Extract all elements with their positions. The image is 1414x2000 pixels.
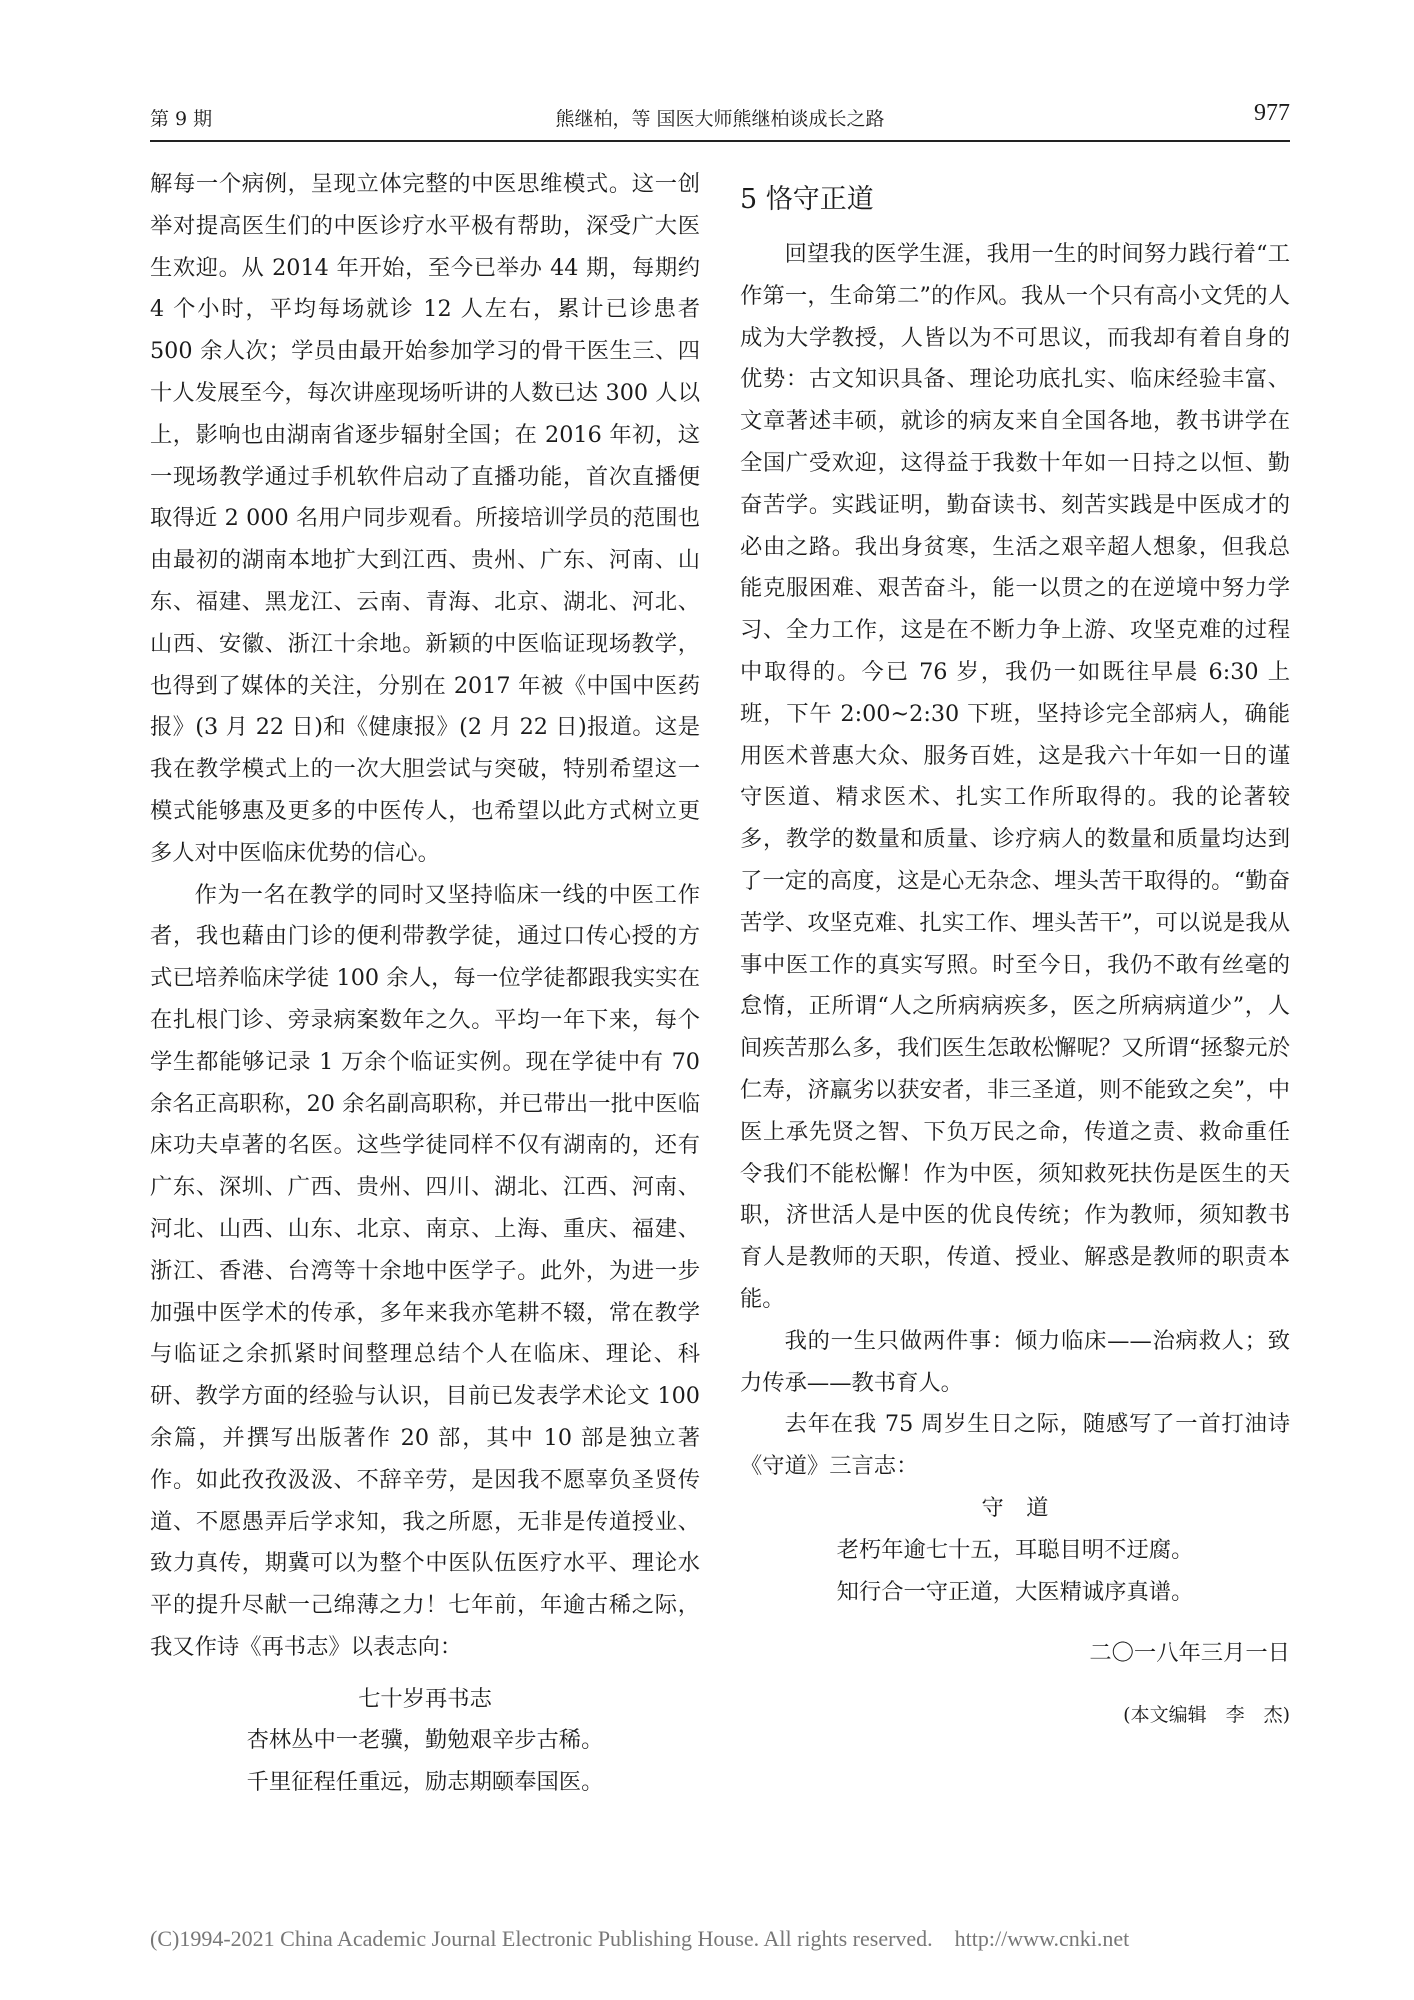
right-paragraph-2: 我的一生只做两件事：倾力临床——治病救人；致力传承——教书育人。: [740, 1327, 1290, 1396]
date-line: 二〇一八年三月一日: [1089, 1640, 1290, 1667]
running-header: [150, 100, 1290, 134]
left-paragraph-2: 作为一名在教学的同时又坚持临床一线的中医工作者，我也藉由门诊的便利带教学徒，通过口传心授的方式已培养临床学徒 100 余人，每一位学徒都跟我实实在在扎根门诊、旁录病案数年之久。平均一年下来，每个学生都能够记录 1 万余个临证实例。现在学徒中有 70 余名正高职称，20 余名副高职称，并已带出一批中医临床功夫卓著的名医。这些学徒同样不仅有湖南的，还有广东、深圳、广西、贵州、四川、湖北、江西、河南、河北、山西、山东、北京、南京、上海、重庆、福建、浙江、香港、台湾等十余地中医学子。此外，为进一步加强中医学术的传承，多年来我亦笔耕不辍，常在教学与临证之余抓紧时间整理总结个人在临床、理论、科研、教学方面的经验与认识，目前已发表学术论文 100 余篇，并撰写出版著作 20 部，其中 10 部是独立著作。如此孜孜汲汲、不辞辛劳，是因我不愿辜负圣贤传道、不愿愚弄后学求知，我之所愿，无非是传道授业、致力真传，期冀可以为整个中医队伍医疗水平、理论水平的提升尽献一己绵薄之力！七年前，年逾古稀之际，我又作诗《再书志》以表志向：: [150, 881, 700, 1660]
section-heading: 5 恪守正道: [740, 184, 874, 215]
copyright-footer: (C)1994-2021 China Academic Journal Electronic Publishing House. All rights reserved. http://www.cnki.net: [150, 1926, 1130, 1951]
left-column: [150, 164, 700, 1804]
right-paragraph-3: 去年在我 75 周岁生日之际，随感写了一首打油诗《守道》三言志：: [740, 1411, 1290, 1480]
left-paragraph-1: 解每一个病例，呈现立体完整的中医思维模式。这一创举对提高医生们的中医诊疗水平极有帮助，深受广大医生欢迎。从 2014 年开始，至今已举办 44 期，每期约 4 个小时，平均每场就诊 12 人左右，累计已诊患者 500 余人次；学员由最开始参加学习的骨干医生三、四十人发展至今，每次讲座现场听讲的人数已达 300 人以上，影响也由湖南省逐步辐射全国；在 2016 年初，这一现场教学通过手机软件启动了直播功能，首次直播便取得近 2 000 名用户同步观看。所接培训学员的范围也由最初的湖南本地扩大到江西、贵州、广东、河南、山东、福建、黑龙江、云南、青海、北京、湖北、河北、山西、安徽、浙江十余地。新颖的中医临证现场教学，也得到了媒体的关注，分别在 2017 年被《中国中医药报》(3 月 22 日)和《健康报》(2 月 22 日)报道。这是我在教学模式上的一次大胆尝试与突破，特别希望这一模式能够惠及更多的中医传人，也希望以此方式树立更多人对中医临床优势的信心。: [150, 171, 700, 866]
poem-title-shoudao: 守 道: [981, 1494, 1049, 1521]
running-title: 熊继柏，等 国医大师熊继柏谈成长之路: [555, 108, 885, 130]
issue-number: 第 9 期: [150, 108, 213, 130]
header-rule: [150, 140, 1290, 142]
right-column: [740, 182, 1290, 1737]
page-number: 977: [1254, 100, 1290, 126]
poem-title-zaishuzhi: 七十岁再书志: [358, 1685, 492, 1712]
right-paragraph-1: 回望我的医学生涯，我用一生的时间努力践行着“工作第一，生命第二”的作风。我从一个只有高小文凭的人成为大学教授，人皆以为不可思议，而我却有着自身的优势：古文知识具备、理论功底扎实、临床经验丰富、文章著述丰硕，就诊的病友来自全国各地，教书讲学在全国广受欢迎，这得益于我数十年如一日持之以恒、勤奋苦学。实践证明，勤奋读书、刻苦实践是中医成才的必由之路。我出身贫寒，生活之艰辛超人想象，但我总能克服困难、艰苦奋斗，能一以贯之的在逆境中努力学习、全力工作，这是在不断力争上游、攻坚克难的过程中取得的。今已 76 岁，我仍一如既往早晨 6:30 上班，下午 2:00~2:30 下班，坚持诊完全部病人，确能用医术普惠大众、服务百姓，这是我六十年如一日的谨守医道、精求医术、扎实工作所取得的。我的论著较多，教学的数量和质量、诊疗病人的数量和质量均达到了一定的高度，这是心无杂念、埋头苦干取得的。“勤奋苦学、攻坚克难、扎实工作、埋头苦干”，可以说是我从事中医工作的真实写照。时至今日，我仍不敢有丝毫的怠惰，正所谓“人之所病病疾多，医之所病病道少”，人间疾苦那么多，我们医生怎敢松懈呢？又所谓“拯黎元於仁寿，济羸劣以获安者，非三圣道，则不能致之矣”，中医上承先贤之智、下负万民之命，传道之责、救命重任令我们不能松懈！作为中医，须知救死扶伤是医生的天职，济世活人是中医的优良传统；作为教师，须知教书育人是教师的天职，传道、授业、解惑是教师的职责本能。: [740, 241, 1290, 1312]
poem-line-2: 知行合一守正道，大医精诚序真谱。: [836, 1578, 1194, 1605]
poem-line-1: 杏林丛中一老骥，勤勉艰辛步古稀。: [246, 1727, 604, 1754]
poem-line-1: 老朽年逾七十五，耳聪目明不迂腐。: [836, 1536, 1194, 1563]
editor-credit: (本文编辑 李 杰): [1123, 1704, 1290, 1727]
poem-line-2: 千里征程任重远，励志期颐奉国医。: [246, 1769, 604, 1796]
